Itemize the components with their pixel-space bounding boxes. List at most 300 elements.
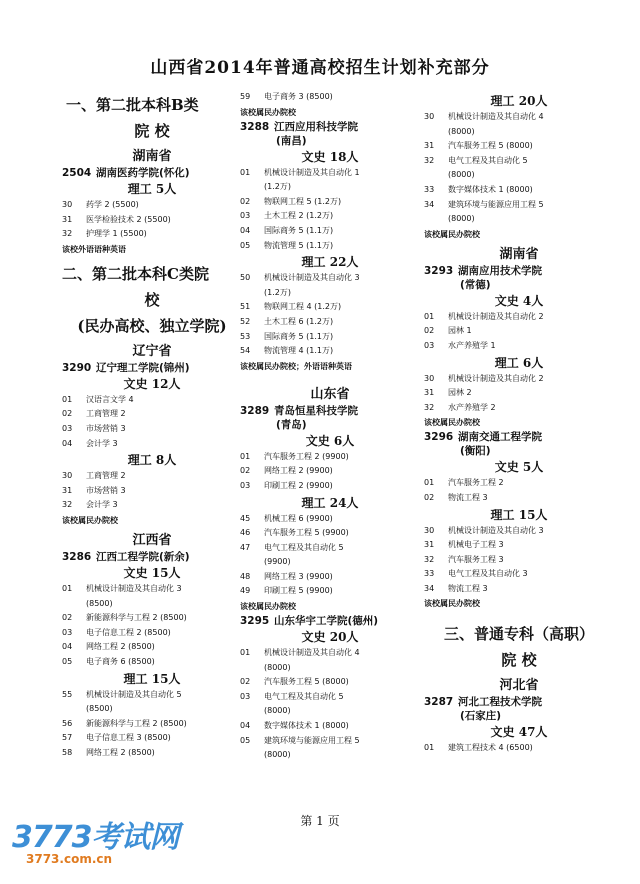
major-code: 01 — [240, 167, 251, 177]
major-row — [62, 611, 242, 626]
major-row — [424, 168, 614, 183]
major-row — [424, 212, 614, 227]
major-name: 电子信息工程 2 (8500) — [86, 627, 171, 637]
major-row — [62, 437, 242, 452]
school-entry — [240, 614, 420, 628]
major-list — [240, 166, 420, 254]
major-row — [424, 339, 614, 354]
major-code: 01 — [424, 311, 435, 321]
school-name: 青岛恒星科技学院 — [274, 404, 358, 417]
major-name: 物联网工程 4 (1.2万) — [264, 302, 342, 312]
major-code: 56 — [62, 718, 73, 728]
page-title: 山西省2014年普通高校招生计划补充部分 — [150, 58, 490, 78]
major-name: (1.2万) — [264, 182, 291, 192]
major-name: 机械设计制造及其自动化 3 — [264, 273, 360, 283]
province-heading: 山东省 — [310, 386, 350, 402]
major-name: 土木工程 2 (1.2万) — [264, 211, 334, 221]
major-name: (8000) — [264, 750, 291, 760]
major-row — [424, 401, 614, 416]
major-row — [62, 717, 242, 732]
school-city: (青岛) — [276, 418, 307, 431]
major-code: 30 — [62, 471, 73, 481]
section-heading: 三、普通专科（高职） — [443, 625, 594, 644]
major-name: (8500) — [86, 704, 113, 714]
major-code: 04 — [240, 225, 251, 235]
major-row — [62, 582, 242, 597]
major-name: 机械设计制造及其自动化 1 — [264, 167, 360, 177]
major-row — [62, 655, 242, 670]
major-row — [240, 224, 420, 239]
major-list — [62, 688, 242, 761]
major-name: 汽车服务工程 2 — [448, 478, 504, 488]
school-code: 3295 — [240, 615, 270, 628]
major-list — [62, 198, 242, 242]
major-code: 32 — [424, 155, 435, 165]
major-row — [424, 183, 614, 198]
major-code: 54 — [240, 346, 251, 356]
track-heading: 文史 12人 — [123, 376, 181, 391]
major-row — [240, 450, 420, 465]
major-row — [62, 484, 242, 499]
major-code: 02 — [424, 326, 435, 336]
major-name: 电子商务 6 (8500) — [86, 656, 155, 666]
major-code: 04 — [240, 721, 251, 731]
major-code — [240, 555, 264, 570]
major-name: 汽车服务工程 5 (9900) — [264, 528, 349, 538]
major-code: 03 — [62, 627, 73, 637]
school-entry — [62, 166, 242, 180]
school-name: 江西工程学院(新余) — [96, 550, 190, 563]
major-row — [62, 498, 242, 513]
major-row — [62, 640, 242, 655]
major-name: 机械设计制造及其自动化 5 — [86, 689, 182, 699]
major-code: 01 — [62, 583, 73, 593]
major-name: 会计学 3 — [86, 438, 118, 448]
major-list — [62, 469, 242, 513]
track-heading: 文史 15人 — [123, 565, 181, 580]
major-code: 05 — [240, 735, 251, 745]
section-heading: 院 校 — [134, 122, 170, 140]
major-row — [240, 464, 420, 479]
major-code: 05 — [62, 656, 73, 666]
major-code: 32 — [424, 554, 435, 564]
school-note: 该校属民办院校 — [424, 229, 480, 239]
major-name: 印刷工程 5 (9900) — [264, 586, 333, 596]
track-heading: 理工 20人 — [490, 94, 548, 108]
major-name: 国际商务 5 (1.1万) — [264, 331, 334, 341]
major-code: 05 — [240, 240, 251, 250]
major-list — [424, 310, 614, 354]
school-name: 河北工程技术学院 — [458, 696, 542, 709]
column-1 — [62, 92, 242, 760]
major-name: 电气工程及其自动化 5 — [448, 155, 528, 165]
school-note: 该校属民办院校 — [424, 418, 480, 428]
school-code: 3289 — [240, 404, 270, 417]
major-code: 04 — [62, 642, 73, 652]
major-row — [424, 125, 614, 140]
page-number: 第 1 页 — [300, 814, 340, 828]
school-city: (南昌) — [276, 134, 307, 147]
major-row — [240, 555, 420, 570]
major-code — [424, 212, 448, 227]
major-row — [424, 476, 614, 491]
major-list — [240, 512, 420, 600]
school-city: (石家庄) — [460, 710, 502, 723]
major-name: 印刷工程 2 (9900) — [264, 480, 333, 490]
major-row — [240, 166, 420, 181]
major-code: 01 — [240, 648, 251, 658]
major-row — [424, 491, 614, 506]
major-code: 03 — [240, 211, 251, 221]
column-3 — [424, 92, 614, 756]
school-entry — [424, 695, 614, 723]
major-name: 工商管理 2 — [86, 471, 126, 481]
school-entry — [240, 404, 420, 432]
major-code: 51 — [240, 302, 251, 312]
major-row — [240, 719, 420, 734]
major-row — [424, 372, 614, 387]
major-code — [62, 702, 86, 717]
major-code: 55 — [62, 689, 73, 699]
major-name: 汽车服务工程 2 (9900) — [264, 451, 349, 461]
major-row — [62, 702, 242, 717]
major-code: 57 — [62, 733, 73, 743]
school-entry — [62, 361, 242, 375]
major-row — [62, 626, 242, 641]
track-heading: 文史 20人 — [301, 630, 359, 645]
major-name: 电气工程及其自动化 3 — [448, 569, 528, 579]
major-name: (8000) — [448, 170, 475, 180]
major-code: 01 — [240, 451, 251, 461]
school-code: 2504 — [62, 167, 92, 179]
track-heading: 文史 5人 — [494, 460, 544, 475]
track-heading: 理工 15人 — [490, 507, 548, 522]
major-name: 园林 1 — [448, 326, 472, 336]
major-code: 01 — [424, 743, 435, 753]
major-name: 机械设计制造及其自动化 4 — [448, 112, 544, 121]
track-heading: 理工 22人 — [301, 255, 359, 270]
major-code — [240, 748, 264, 763]
major-code: 03 — [240, 691, 251, 701]
major-row — [240, 239, 420, 254]
province-heading: 河北省 — [499, 678, 539, 694]
province-heading: 湖南省 — [499, 246, 539, 262]
track-heading: 文史 4人 — [494, 293, 544, 308]
major-row — [240, 90, 420, 105]
major-code: 02 — [240, 466, 251, 476]
track-heading: 理工 8人 — [127, 453, 177, 468]
major-code — [240, 286, 264, 301]
major-row — [62, 422, 242, 437]
track-heading: 理工 6人 — [494, 355, 544, 370]
major-list — [424, 372, 614, 416]
major-code: 31 — [62, 214, 73, 224]
major-name: 电气工程及其自动化 5 — [264, 691, 344, 701]
major-row — [424, 139, 614, 154]
major-name: (1.2万) — [264, 287, 291, 297]
major-name: 市场营销 3 — [86, 423, 126, 433]
major-code: 31 — [424, 388, 435, 398]
major-row — [62, 227, 242, 242]
major-name: 建筑工程技术 4 (6500) — [448, 743, 533, 753]
major-code: 59 — [240, 92, 251, 101]
major-code: 52 — [240, 316, 251, 326]
major-name: 机械设计制造及其自动化 4 — [264, 648, 360, 658]
province-heading: 辽宁省 — [132, 343, 172, 359]
section-heading: 校 — [144, 290, 160, 309]
major-name: 会计学 3 — [86, 500, 118, 510]
major-name: 电子商务 3 (8500) — [264, 92, 333, 101]
major-row — [62, 213, 242, 228]
major-row — [240, 584, 420, 599]
major-name: (8000) — [264, 662, 291, 672]
major-code: 30 — [62, 200, 73, 209]
major-code: 03 — [424, 340, 435, 350]
school-entry — [424, 264, 614, 292]
major-row — [62, 407, 242, 422]
major-name: 网络工程 3 (9900) — [264, 571, 333, 581]
major-row — [62, 469, 242, 484]
major-name: 工商管理 2 — [86, 409, 126, 419]
major-name: 数字媒体技术 1 (8000) — [448, 184, 533, 194]
section-heading: 一、第二批本科B类 — [66, 96, 199, 114]
major-name: 机械设计制造及其自动化 2 — [448, 373, 544, 383]
major-code: 49 — [240, 586, 251, 596]
major-code: 30 — [424, 373, 435, 383]
major-row — [240, 734, 420, 749]
major-name: 物流工程 3 — [448, 583, 488, 593]
school-name: 湖南交通工程学院 — [458, 431, 542, 444]
major-row — [240, 512, 420, 527]
major-row — [240, 344, 420, 359]
major-code: 31 — [424, 141, 435, 151]
school-name: 辽宁理工学院(锦州) — [96, 361, 190, 374]
major-name: (8000) — [264, 706, 291, 716]
major-code: 32 — [62, 500, 73, 510]
major-code: 02 — [62, 409, 73, 419]
major-list — [62, 393, 242, 451]
major-name: 网络工程 2 (8500) — [86, 642, 155, 652]
major-row — [62, 597, 242, 612]
major-code: 34 — [424, 199, 435, 209]
major-name: (8000) — [448, 126, 475, 136]
major-name: 物联网工程 5 (1.2万) — [264, 196, 342, 206]
school-name: 湖南应用技术学院 — [458, 264, 542, 277]
major-name: 汽车服务工程 5 (8000) — [448, 141, 533, 151]
major-code: 31 — [62, 485, 73, 495]
major-code: 30 — [424, 525, 435, 535]
track-heading: 理工 24人 — [301, 495, 359, 510]
major-code: 32 — [62, 229, 73, 239]
major-code: 47 — [240, 542, 251, 552]
major-name: 数字媒体技术 1 (8000) — [264, 721, 349, 731]
major-row — [62, 688, 242, 703]
school-code: 3296 — [424, 431, 454, 444]
track-heading: 理工 15人 — [123, 671, 181, 686]
major-name: 水产养殖学 2 — [448, 402, 496, 412]
major-name: 机械设计制造及其自动化 2 — [448, 311, 544, 321]
major-code — [62, 597, 86, 612]
school-name: 湖南医药学院(怀化) — [96, 167, 190, 179]
school-note: 该校属民办院校 — [240, 602, 296, 612]
major-code: 33 — [424, 569, 435, 579]
major-name: 电子信息工程 3 (8500) — [86, 733, 171, 743]
school-name: 山东华宇工学院(德州) — [274, 615, 379, 628]
major-list — [240, 90, 420, 105]
major-name: 汉语言文学 4 — [86, 394, 134, 404]
major-list — [424, 110, 614, 227]
major-list — [240, 271, 420, 359]
major-row — [424, 741, 614, 756]
major-row — [62, 393, 242, 408]
major-row — [62, 746, 242, 761]
school-city: (常德) — [460, 278, 491, 291]
major-name: 园林 2 — [448, 388, 472, 398]
major-code: 02 — [62, 613, 73, 623]
major-name: 物流管理 4 (1.1万) — [264, 346, 334, 356]
major-list — [424, 741, 614, 756]
major-code: 02 — [424, 492, 435, 502]
major-name: 护理学 1 (5500) — [86, 229, 147, 239]
major-code: 01 — [62, 394, 73, 404]
major-name: 新能源科学与工程 2 (8500) — [86, 718, 187, 728]
major-row — [424, 553, 614, 568]
major-row — [240, 661, 420, 676]
major-name: 国际商务 5 (1.1万) — [264, 225, 334, 235]
major-row — [62, 198, 242, 213]
school-note: 该校属民办院校 — [62, 515, 118, 525]
major-code: 01 — [424, 478, 435, 488]
major-name: 汽车服务工程 3 — [448, 554, 504, 564]
major-row — [240, 180, 420, 195]
major-code — [240, 180, 264, 195]
major-code: 31 — [424, 540, 435, 550]
track-heading: 文史 18人 — [301, 149, 359, 164]
province-heading: 江西省 — [132, 532, 172, 548]
major-row — [240, 195, 420, 210]
section-heading: 院 校 — [501, 651, 537, 670]
school-code: 3288 — [240, 120, 270, 133]
major-name: 机械设计制造及其自动化 3 — [86, 583, 182, 593]
major-name: 机械设计制造及其自动化 3 — [448, 525, 544, 535]
school-code: 3287 — [424, 696, 454, 709]
major-name: (8500) — [86, 598, 113, 608]
major-list — [424, 476, 614, 505]
major-name: 土木工程 6 (1.2万) — [264, 316, 334, 326]
major-code — [240, 661, 264, 676]
section-heading: 二、第二批本科C类院 — [62, 264, 209, 283]
major-name: 新能源科学与工程 2 (8500) — [86, 613, 187, 623]
major-name: 物流管理 5 (1.1万) — [264, 240, 334, 250]
major-name: (9900) — [264, 557, 291, 567]
major-code — [424, 168, 448, 183]
major-row — [240, 675, 420, 690]
track-heading: 理工 5人 — [127, 182, 177, 196]
major-name: (8000) — [448, 214, 475, 224]
section-heading: (民办高校、独立学院) — [77, 316, 227, 335]
province-heading: 湖南省 — [132, 149, 172, 164]
major-name: 建筑环境与能源应用工程 5 — [448, 199, 544, 209]
major-code: 03 — [62, 423, 73, 433]
major-code: 50 — [240, 273, 251, 283]
major-name: 网络工程 2 (9900) — [264, 466, 333, 476]
major-row — [240, 479, 420, 494]
major-row — [240, 541, 420, 556]
major-list — [240, 646, 420, 763]
major-row — [424, 310, 614, 325]
major-list — [240, 450, 420, 494]
major-name: 水产养殖学 1 — [448, 340, 496, 350]
major-row — [424, 524, 614, 539]
school-entry — [62, 550, 242, 564]
major-name: 汽车服务工程 5 (8000) — [264, 677, 349, 687]
major-code: 02 — [240, 196, 251, 206]
school-code: 3290 — [62, 361, 92, 374]
major-code — [424, 125, 448, 140]
major-code: 30 — [424, 112, 435, 121]
major-list — [62, 582, 242, 670]
major-code: 03 — [240, 480, 251, 490]
major-code: 32 — [424, 402, 435, 412]
major-code: 02 — [240, 677, 251, 687]
major-row — [424, 154, 614, 169]
major-code: 34 — [424, 583, 435, 593]
major-code: 04 — [62, 438, 73, 448]
major-code: 46 — [240, 528, 251, 538]
major-code: 45 — [240, 513, 251, 523]
school-code: 3293 — [424, 264, 454, 277]
major-row — [240, 315, 420, 330]
school-code: 3286 — [62, 550, 92, 563]
major-row — [240, 526, 420, 541]
column-2 — [240, 90, 420, 763]
major-row — [424, 567, 614, 582]
major-row — [424, 110, 614, 125]
major-row — [424, 324, 614, 339]
major-name: 医学检验技术 2 (5500) — [86, 214, 171, 224]
major-row — [240, 209, 420, 224]
major-row — [424, 538, 614, 553]
school-entry — [240, 120, 420, 148]
school-city: (衡阳) — [460, 445, 491, 458]
major-row — [240, 271, 420, 286]
major-row — [240, 646, 420, 661]
major-row — [424, 386, 614, 401]
major-name: 药学 2 (5500) — [86, 200, 139, 209]
major-row — [240, 330, 420, 345]
watermark-url: 3773.com.cn — [26, 852, 113, 866]
major-name: 物流工程 3 — [448, 492, 488, 502]
school-note: 该校属民办院校 — [424, 599, 480, 609]
major-row — [240, 690, 420, 705]
track-heading: 文史 47人 — [490, 725, 548, 740]
school-note: 该校外语语种英语 — [62, 244, 126, 254]
major-code: 53 — [240, 331, 251, 341]
major-code: 48 — [240, 571, 251, 581]
major-list — [424, 524, 614, 597]
major-row — [240, 300, 420, 315]
track-heading: 文史 6人 — [305, 433, 355, 448]
major-row — [62, 731, 242, 746]
major-name: 电气工程及其自动化 5 — [264, 542, 344, 552]
major-row — [424, 198, 614, 213]
major-code — [240, 704, 264, 719]
school-entry — [424, 430, 614, 458]
school-note: 该校属民办院校 — [240, 107, 296, 117]
major-name: 机械工程 6 (9900) — [264, 513, 333, 523]
major-code: 33 — [424, 184, 435, 194]
major-row — [240, 570, 420, 585]
